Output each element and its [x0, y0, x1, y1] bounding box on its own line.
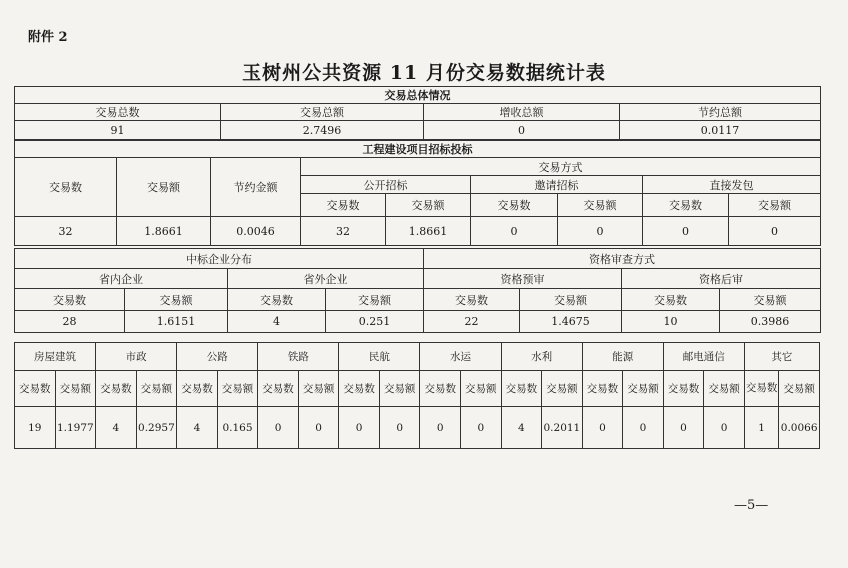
winners-value: 28: [15, 311, 125, 333]
sub-count: 交易数: [96, 371, 137, 407]
industry-value: 0: [623, 407, 664, 449]
winners-value: 1.6151: [125, 311, 228, 333]
group-in-province: 省内企业: [15, 269, 228, 289]
industry-value: 0: [339, 407, 380, 449]
winners-value: 1.4675: [520, 311, 622, 333]
sub-amount: 交易额: [542, 371, 583, 407]
overview-section-title: 交易总体情况: [15, 87, 821, 104]
value-increase-amount: 0: [424, 121, 620, 140]
eng-value: 0: [558, 217, 643, 246]
sub-amount: 交易额: [558, 194, 643, 217]
value-total-count: 91: [15, 121, 221, 140]
industry-value: 0: [663, 407, 704, 449]
sub-amount: 交易额: [720, 289, 821, 311]
industry-value: 0: [704, 407, 745, 449]
engineering-section-title: 工程建设项目招标投标: [15, 141, 821, 158]
industry-value: 0.2011: [542, 407, 583, 449]
eng-saving-header: 节约金额: [211, 158, 301, 217]
eng-value: 1.8661: [117, 217, 211, 246]
page-title: 玉树州公共资源 11 月份交易数据统计表: [242, 62, 606, 84]
sub-count: 交易数: [15, 371, 56, 407]
industry-value: 1.1977: [55, 407, 96, 449]
eng-value: 0: [729, 217, 821, 246]
sub-count: 交易数: [582, 371, 623, 407]
winners-table: [14, 248, 821, 333]
industry-value: 0: [420, 407, 461, 449]
sub-amount: 交易额: [55, 371, 96, 407]
review-post: 资格后审: [622, 269, 821, 289]
industry-value: 19: [15, 407, 56, 449]
group-out-province: 省外企业: [228, 269, 424, 289]
industry-subheader-row: [15, 371, 820, 407]
industry-railway: 铁路: [258, 343, 339, 371]
industry-values-row: [15, 407, 820, 449]
method-direct-contract: 直接发包: [643, 176, 821, 194]
industry-value: 4: [96, 407, 137, 449]
sub-count: 交易数: [177, 371, 218, 407]
sub-amount: 交易额: [779, 371, 820, 407]
sub-amount: 交易额: [623, 371, 664, 407]
sub-amount: 交易额: [729, 194, 821, 217]
industry-value: 4: [501, 407, 542, 449]
sub-count: 交易数: [643, 194, 729, 217]
sub-count: 交易数: [501, 371, 542, 407]
industry-table: [14, 342, 820, 449]
winners-value: 0.251: [326, 311, 424, 333]
winners-section-title: 中标企业分布: [15, 249, 424, 269]
review-pre: 资格预审: [424, 269, 622, 289]
industry-waterway: 水运: [420, 343, 501, 371]
sub-count: 交易数: [228, 289, 326, 311]
sub-amount: 交易额: [386, 194, 471, 217]
industry-energy: 能源: [582, 343, 663, 371]
sub-amount: 交易额: [704, 371, 745, 407]
sub-amount: 交易额: [379, 371, 420, 407]
industry-water-conservancy: 水利: [501, 343, 582, 371]
eng-value: 0.0046: [211, 217, 301, 246]
winners-value: 0.3986: [720, 311, 821, 333]
industry-other: 其它: [744, 343, 819, 371]
value-total-amount: 2.7496: [221, 121, 424, 140]
method-open-bidding: 公开招标: [301, 176, 471, 194]
industry-value: 0.0066: [779, 407, 820, 449]
eng-value: 0: [471, 217, 558, 246]
sub-amount: 交易额: [298, 371, 339, 407]
sub-count: 交易数: [471, 194, 558, 217]
industry-housing: 房屋建筑: [15, 343, 96, 371]
sub-amount: 交易额: [326, 289, 424, 311]
industry-municipal: 市政: [96, 343, 177, 371]
sub-amount: 交易额: [520, 289, 622, 311]
industry-value: 0: [461, 407, 502, 449]
industry-value: 0.2957: [136, 407, 177, 449]
industry-value: 0.165: [217, 407, 258, 449]
sub-count: 交易数: [663, 371, 704, 407]
sub-count: 交易数: [622, 289, 720, 311]
sub-count: 交易数: [258, 371, 299, 407]
eng-value: 1.8661: [386, 217, 471, 246]
eng-amount-header: 交易额: [117, 158, 211, 217]
eng-value: 0: [643, 217, 729, 246]
page-number: —5—: [734, 498, 769, 513]
overview-table: [14, 86, 821, 140]
sub-amount: 交易额: [217, 371, 258, 407]
sub-count: 交易数: [301, 194, 386, 217]
review-section-title: 资格审查方式: [424, 249, 821, 269]
industry-telecom: 邮电通信: [663, 343, 744, 371]
industry-value: 4: [177, 407, 218, 449]
header-saving-amount: 节约总额: [620, 104, 821, 121]
sub-count: 交易数: [15, 289, 125, 311]
winners-value: 4: [228, 311, 326, 333]
winners-value: 10: [622, 311, 720, 333]
header-increase-amount: 增收总额: [424, 104, 620, 121]
eng-count-header: 交易数: [15, 158, 117, 217]
eng-value: 32: [15, 217, 117, 246]
industry-highway: 公路: [177, 343, 258, 371]
sub-count: 交易数: [339, 371, 380, 407]
industry-value: 0: [379, 407, 420, 449]
header-total-count: 交易总数: [15, 104, 221, 121]
industry-value: 0: [298, 407, 339, 449]
method-invited-bidding: 邀请招标: [471, 176, 643, 194]
sub-count: 交易数: [420, 371, 461, 407]
header-total-amount: 交易总额: [221, 104, 424, 121]
eng-value: 32: [301, 217, 386, 246]
sub-amount: 交易额: [461, 371, 502, 407]
sub-count: 交易数: [744, 371, 778, 407]
industry-value: 0: [258, 407, 299, 449]
attachment-label: 附件 2: [28, 30, 68, 45]
industry-aviation: 民航: [339, 343, 420, 371]
value-saving-amount: 0.0117: [620, 121, 821, 140]
eng-method-header: 交易方式: [301, 158, 821, 176]
engineering-table: [14, 140, 821, 246]
industry-value: 0: [582, 407, 623, 449]
industry-value: 1: [744, 407, 778, 449]
sub-amount: 交易额: [136, 371, 177, 407]
sub-amount: 交易额: [125, 289, 228, 311]
sub-count: 交易数: [424, 289, 520, 311]
winners-value: 22: [424, 311, 520, 333]
